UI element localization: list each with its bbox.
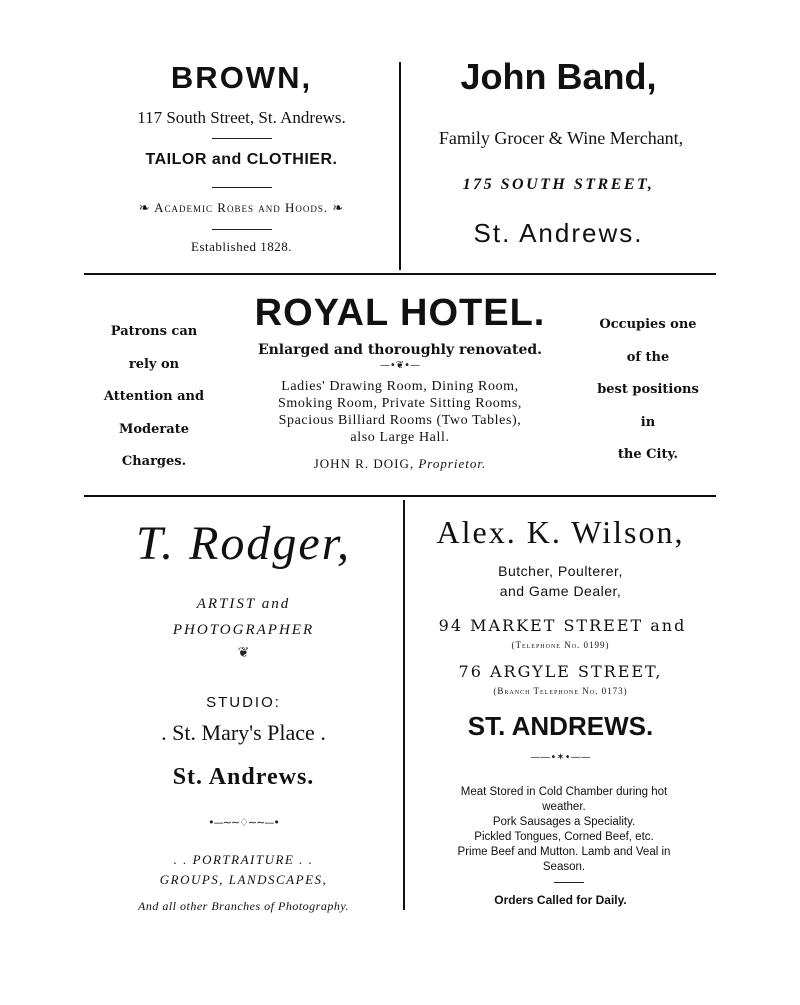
wilson-note-line: Pork Sausages a Speciality. [492,816,636,828]
rodger-line2: PHOTOGRAPHER [172,622,315,638]
flourish-left-icon: ❧ [138,200,151,215]
rodger-branches: And all other Branches of Photography. [138,899,349,913]
hotel-left-line: Attention and [103,389,205,404]
divider-line [212,187,272,188]
hotel-top-rule [84,273,716,275]
hotel-left-line: Moderate [119,421,189,437]
hotel-rooms [230,378,570,446]
hotel-right-column [580,309,716,472]
brown-address: 117 South Street, St. Andrews. [137,108,346,127]
wilson-street1: 94 MARKET STREET and [438,616,687,635]
rodger-studio: STUDIO: [206,694,281,711]
wilson-note-line: Season. [542,861,586,873]
divider-line [212,138,272,139]
hotel-room-line: Ladies' Drawing Room, Dining Room, [281,379,519,394]
hotel-left-line: Patrons can [110,324,198,339]
brown-established: Established 1828. [191,239,292,254]
hotel-room-line: Smoking Room, Private Sitting Rooms, [277,396,523,411]
hotel-right-line: of the [626,349,670,365]
rodger-place: St. Mary's Place [172,720,315,745]
hotel-name: ROYAL HOTEL. [254,292,546,334]
band-town: St. Andrews. [473,218,644,248]
hotel-room-line: also Large Hall. [350,430,450,445]
proprietor-name: JOHN R. DOIG, [313,456,415,471]
wilson-street2: 76 ARGYLE STREET, [458,662,663,681]
brown-trade: TAILOR and CLOTHIER. [145,151,338,168]
proprietor-title: Proprietor. [418,456,487,471]
wilson-note-line: Meat Stored in Cold Chamber during hot [460,786,668,798]
band-street: 175 SOUTH STREET, [462,176,655,193]
flourish-right-icon: ❧ [332,200,345,215]
brown-name: BROWN, [170,60,313,95]
wilson-note-line: Prime Beef and Mutton. Lamb and Veal in [457,846,671,858]
brown-robes-line [84,200,399,216]
ornament-icon: ——•✶•—— [530,752,591,763]
wilson-town: ST. ANDREWS. [467,711,654,741]
rodger-line1: ARTIST and [196,596,291,612]
wilson-trade1: Butcher, Poulterer, [498,563,623,579]
hotel-right-line: in [640,414,656,430]
wilson-tel2: (Branch Telephone No. 0173) [493,686,628,696]
ornament-icon: •––∼∼♢∼∼––• [208,816,279,829]
rodger-name: T. Rodger, [135,517,352,570]
rodger-portraiture: . . PORTRAITURE . . [173,852,314,867]
wilson-orders: Orders Called for Daily. [494,893,627,907]
wilson-notes [405,785,723,875]
rodger-town: St. Andrews. [172,764,315,790]
hotel-left-line: Charges. [121,454,187,469]
divider-line [212,229,272,230]
rodger-place-line [84,720,403,746]
hotel-right-line: best positions [597,382,699,397]
hotel-proprietor [230,456,570,472]
wilson-tel1: (Telephone No. 0199) [511,640,610,650]
hotel-bottom-rule [84,495,716,497]
wilson-trade2: and Game Dealer, [499,583,622,599]
ornament-icon: ❦ [237,645,250,661]
brown-robes: Academic Robes and Hoods. [154,200,329,215]
dot-icon: . [161,720,173,745]
hotel-right-line: Occupies one [599,317,697,332]
dot-icon: . [320,720,326,745]
band-trade: Family Grocer & Wine Merchant, [438,128,684,148]
hotel-left-line: rely on [128,356,180,372]
hotel-left-column [84,316,224,479]
rodger-groups: GROUPS, LANDSCAPES, [159,872,328,887]
hotel-subtitle: Enlarged and thoroughly renovated. [257,342,543,358]
wilson-note-line: weather. [542,801,586,813]
hotel-room-line: Spacious Billiard Rooms (Two Tables), [278,413,522,428]
wilson-name: Alex. K. Wilson, [436,514,685,550]
band-name: John Band, [460,56,657,97]
wilson-note-line: Pickled Tongues, Corned Beef, etc. [474,831,654,843]
hotel-right-line: the City. [617,447,679,462]
divider-line [554,882,584,883]
ornament-icon: —•❦•— [379,360,421,371]
